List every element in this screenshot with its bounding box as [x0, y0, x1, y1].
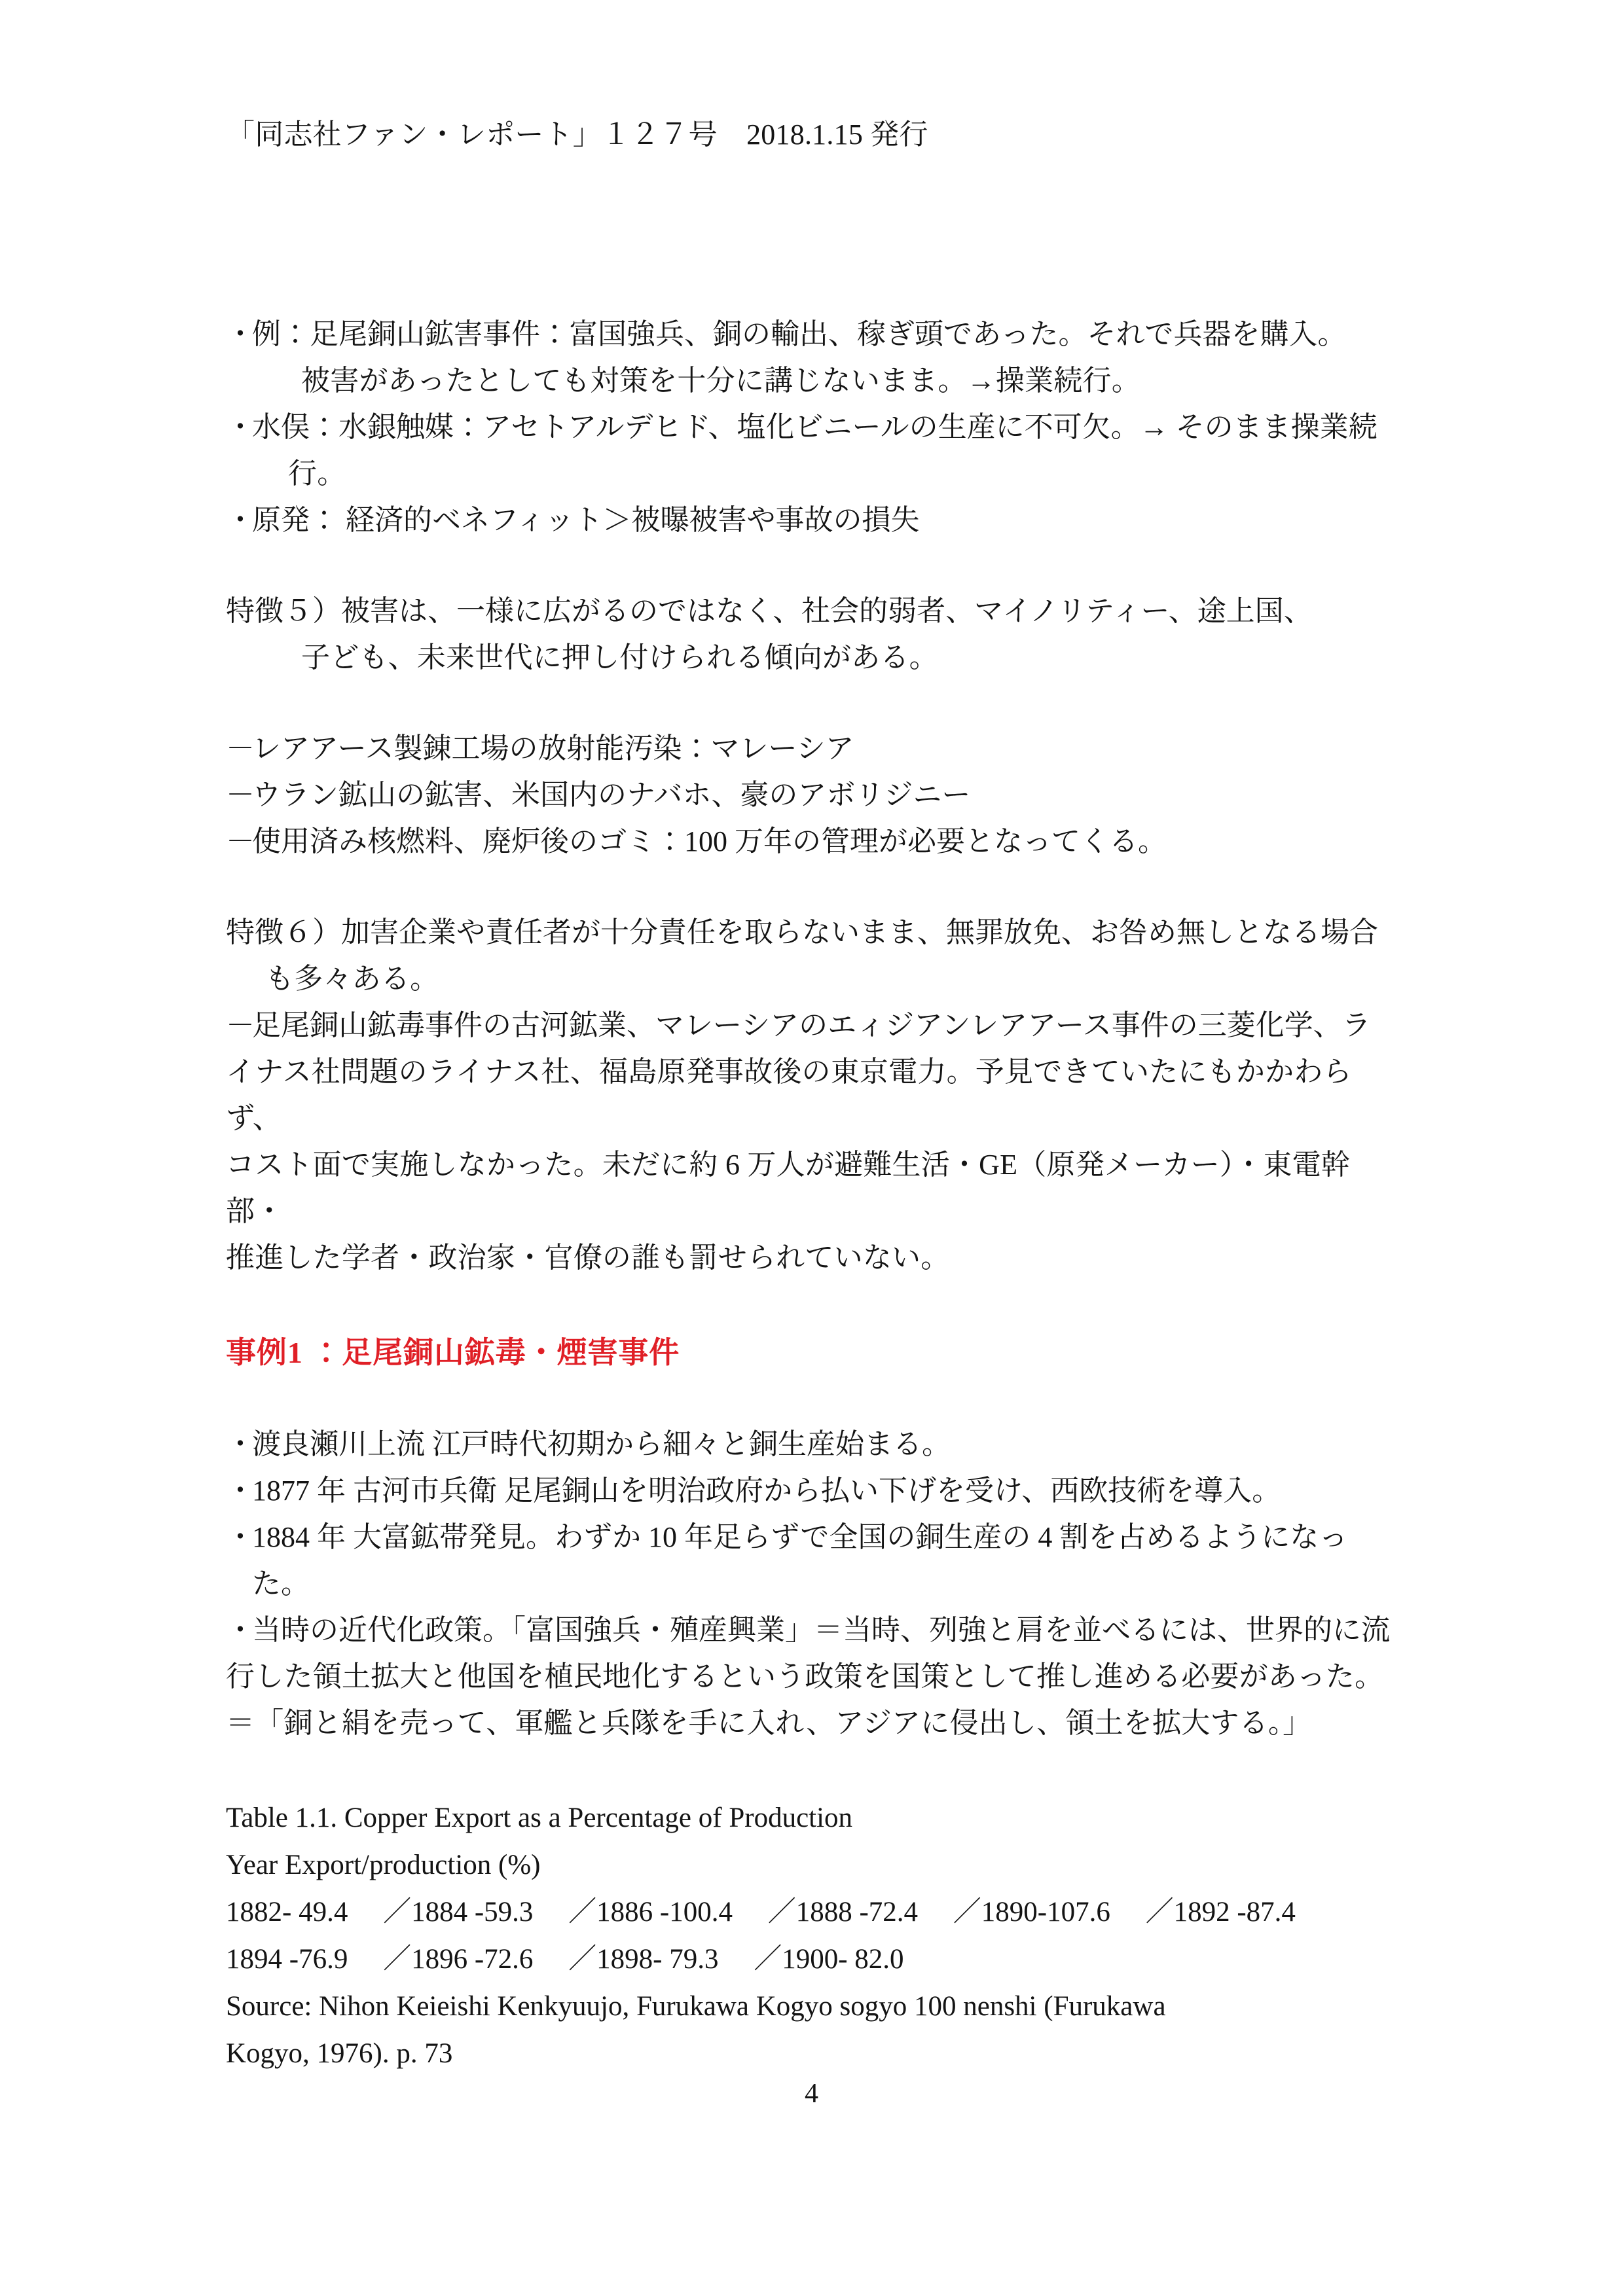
- list-item: [226, 818, 1404, 865]
- list-item-text: ウラン鉱山の鉱害、米国内のナバホ、豪のアボリジニー: [252, 779, 971, 811]
- list-item: [226, 497, 1404, 543]
- document-body: [226, 311, 1404, 2077]
- feature-5-label: 特徴５）: [226, 595, 341, 627]
- feature-6-block: [226, 909, 1404, 1281]
- feature-5-text: 被害は、一様に広がるのではなく、社会的弱者、マイノリティー、途上国、: [341, 595, 1313, 627]
- list-item: [226, 1514, 1404, 1607]
- feature-6-paragraph-line-2: イナス社問題のライナス社、福島原発事故後の東京電力。予見できていたにもかかわらず、: [226, 1056, 1352, 1134]
- feature-6-paragraph-line-1: 足尾銅山鉱毒事件の古河鉱業、マレーシアのエィジアンレアアース事件の三菱化学、ラ: [252, 1009, 1371, 1041]
- list-item-text: 当時の近代化政策。「富国強兵・殖産興業」＝当時、列強と肩を並べるには、世界的に流: [252, 1614, 1390, 1646]
- case-1-list: [226, 1421, 1404, 1746]
- table-title: Table 1.1. Copper Export as a Percentage of Production: [226, 1803, 853, 1833]
- table-1-1: [226, 1795, 1404, 2077]
- spacer: [226, 1281, 1404, 1329]
- dash-marker-icon: －: [226, 825, 255, 857]
- table-source-line-1: Source: Nihon Keieishi Kenkyuujo, Furukawa Kogyo sogyo 100 nenshi (Furukawa: [226, 1991, 1166, 2022]
- list-item: [226, 725, 1404, 772]
- bullet-marker-icon: ・: [226, 318, 255, 350]
- feature-6-paragraph-line-3: コスト面で実施しなかった。未だに約 6 万人が避難生活・GE（原発メーカー）・東電幹部・: [226, 1149, 1351, 1227]
- table-column-header: Year Export/production (%): [226, 1850, 541, 1880]
- bullet-marker-icon: ・: [226, 1428, 255, 1460]
- list-item-text: 1884 年 大富鉱帯発見。わずか 10 年足らずで全国の銅生産の 4 割を占めるようになった。: [252, 1521, 1348, 1600]
- feature-6-paragraph-line-4: 推進した学者・政治家・官僚の誰も罰せられていない。: [226, 1242, 950, 1274]
- list-item: [226, 772, 1404, 818]
- spacer: [226, 1376, 1404, 1421]
- list-item-continuation: 行。: [288, 457, 346, 490]
- spacer: [226, 681, 1404, 725]
- bullet-marker-icon: ・: [226, 504, 255, 536]
- dash-marker-icon: －: [226, 779, 255, 811]
- feature-6-first-line: [226, 909, 1404, 956]
- feature-6-continuation: も多々ある。: [265, 963, 439, 995]
- spacer: [226, 865, 1404, 909]
- list-item-text: 使用済み核燃料、廃炉後のゴミ：100 万年の管理が必要となってくる。: [252, 825, 1167, 857]
- feature-6-label: 特徴６）: [226, 916, 341, 948]
- list-item-text: 原発： 経済的ベネフィット＞被曝被害や事故の損失: [252, 504, 920, 536]
- list-item-text: 渡良瀬川上流 江戸時代初期から細々と銅生産始まる。: [252, 1428, 951, 1460]
- list-item-text: 例：足尾銅山鉱害事件：富国強兵、銅の輸出、稼ぎ頭であった。それで兵器を購入。: [252, 318, 1347, 350]
- page-header: [226, 111, 1404, 158]
- list-item: [226, 311, 1404, 357]
- list-item-continuation: 被害があったとしても対策を十分に講じないまま。→操業続行。: [301, 365, 1140, 397]
- bullet-marker-icon: ・: [226, 1614, 255, 1646]
- dash-list: [226, 725, 1404, 865]
- bullet-marker-icon: ・: [226, 411, 255, 443]
- feature-5-continuation: 子ども、未来世代に押し付けられる傾向がある。: [301, 641, 938, 673]
- feature-6-text: 加害企業や責任者が十分責任を取らないまま、無罪放免、お咎め無しとなる場合: [341, 916, 1378, 948]
- table-source-line-2: Kogyo, 1976). p. 73: [226, 2038, 453, 2069]
- list-item-text: レアアース製錬工場の放射能汚染：マレーシア: [252, 732, 854, 764]
- spacer: [226, 543, 1404, 588]
- page-number: 4: [805, 2079, 818, 2109]
- section-heading-case-1: 事例1 ：足尾銅山鉱毒・煙害事件: [226, 1336, 680, 1369]
- list-item-text: 1877 年 古河市兵衛 足尾銅山を明治政府から払い下げを受け、西欧技術を導入。: [252, 1475, 1281, 1507]
- list-item: [226, 1467, 1404, 1514]
- feature-5-block: [226, 588, 1404, 681]
- spacer: [226, 1746, 1404, 1795]
- feature-6-paragraph: [226, 1002, 1404, 1049]
- list-item: [226, 1607, 1404, 1653]
- feature-5-first-line: [226, 588, 1404, 634]
- list-item: [226, 1421, 1404, 1467]
- list-item-continuation: 行した領土拡大と他国を植民地化するという政策を国策として推し進める必要があった。: [226, 1660, 1384, 1693]
- list-item-continuation: ＝「銅と絹を売って、軍艦と兵隊を手に入れ、アジアに侵出し、領土を拡大する。」: [226, 1707, 1312, 1739]
- bullet-marker-icon: ・: [226, 1475, 255, 1507]
- list-item: [226, 404, 1404, 450]
- examples-list: [226, 311, 1404, 543]
- list-item-text: 水俣：水銀触媒：アセトアルデヒド、塩化ビニールの生産に不可欠。→ そのまま操業続: [252, 411, 1377, 443]
- table-row: 1882- 49.4 ／1884 -59.3 ／1886 -100.4 ／1888 -72.4 ／1890-107.6 ／1892 -87.4: [226, 1897, 1296, 1928]
- page-header-text: 「同志社ファン・レポート」１２７号 2018.1.15 発行: [226, 118, 928, 151]
- bullet-marker-icon: ・: [226, 1521, 255, 1553]
- dash-marker-icon: －: [226, 732, 255, 764]
- dash-marker-icon: －: [226, 1009, 255, 1041]
- table-row: 1894 -76.9 ／1896 -72.6 ／1898- 79.3 ／1900- 82.0: [226, 1944, 904, 1975]
